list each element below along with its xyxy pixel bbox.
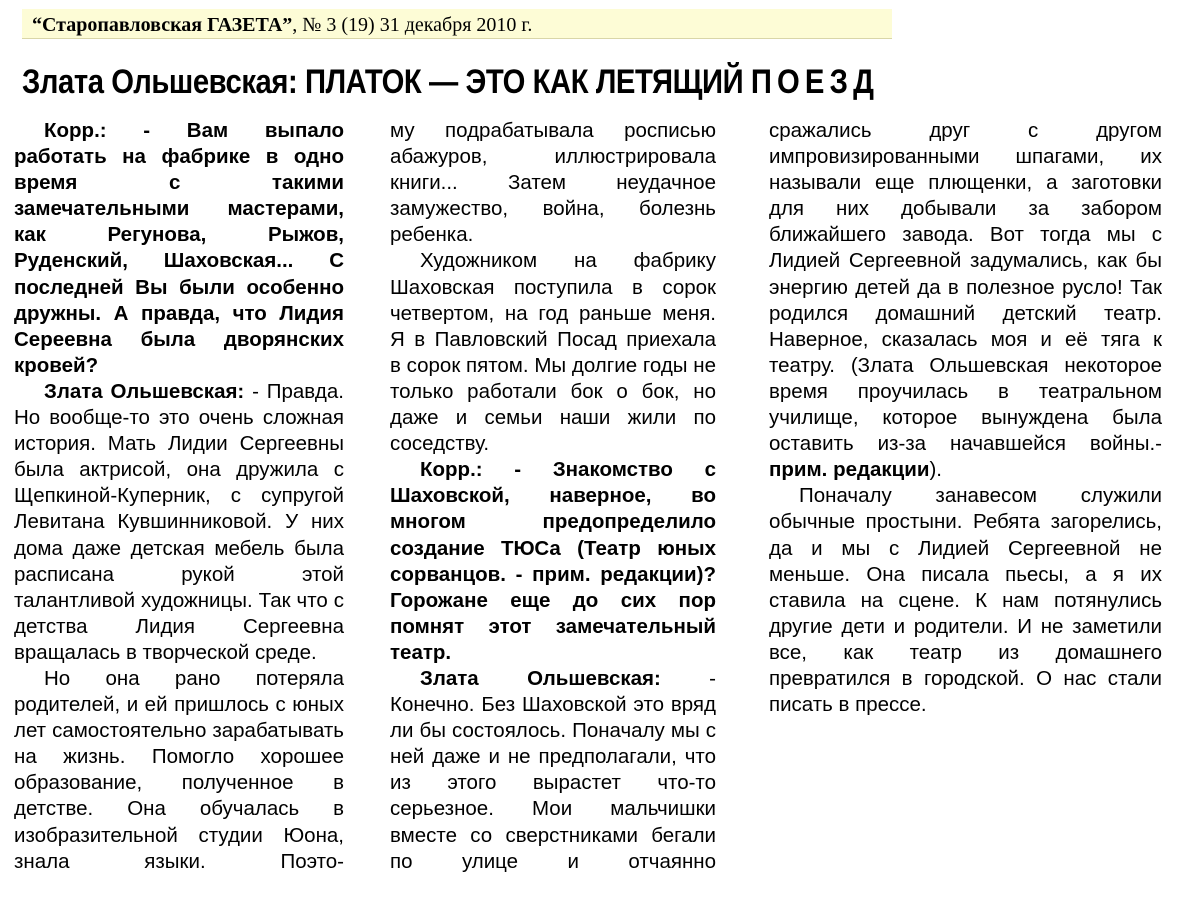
answer-1 [14, 379, 344, 666]
article-column-3 [769, 118, 1162, 718]
newspaper-masthead [22, 9, 892, 39]
paragraph-col3-1-end: ). [929, 458, 942, 482]
headline-main: Злата Ольшевская: ПЛАТОК — ЭТО КАК ЛЕТЯЩИЙ [22, 63, 744, 101]
answer-2-speaker: Злата Ольшевская: [420, 666, 661, 690]
question-1-text: - Вам выпало работать на фабрике в одно время с такими замечательными мастерами, как Регунова, Рыжов, Руденский, Шаховская... С последней Вы были особенно дружны. А правда, что Лидия Сереевна была дворянских кровей? [14, 119, 344, 377]
answer-1-text: - Правда. Но вообще-то это очень сложная история. Мать Лидии Сергеевны была актрисой, она дружила с Щепкиной-Куперник, с супругой Левитана Кувшинниковой. У них дома даже детская мебель была расписана рукой этой талантливой художницы. Так что с детства Лидия Сергеевна вращалась в творческой среде. [14, 379, 344, 664]
article-column-1 [14, 118, 344, 875]
answer-1-speaker: Злата Ольшевская: [44, 379, 245, 403]
article-column-2 [390, 118, 716, 875]
paragraph-col2-2: Художником на фабрику Шаховская поступила в сорок четвертом, на год раньше меня. Я в Павловский Посад приехала в сорок пятом. Мы долгие годы не только работали бок о бок, но даже и семьи наши жили по соседству. [390, 249, 716, 456]
answer-2-text: - Конечно. Без Шаховской это вряд ли бы состоялось. Поначалу мы с ней даже и не предполагали, что из этого вырастет что-то серьезное. Мои мальчишки вместе со сверстниками бегали по улице и отчаянно [390, 666, 716, 873]
paragraph-col3-1-text: сражались друг с другом импровизированными шпагами, их называли еще плющенки, а заготовки для них добывали за забором ближайшего завода. Вот тогда мы с Лидией Сергеевной задумались, как бы энергию детей да в полезное русло! Так родился домашний детский театр. Наверное, сказалась моя и её тяга к театру. (Злата Ольшевская некоторое время проучилась в театральном училище, которое вынуждена была оставить из-за начавшейся войны.- [769, 119, 1162, 456]
question-1-speaker: Корр.: [44, 119, 107, 142]
question-1 [14, 118, 344, 379]
article-headline [22, 62, 1002, 102]
paragraph-col3-2: Поначалу занавесом служили обычные простыни. Ребята загорелись, да и мы с Лидией Сергеевной не меньше. Она писала пьесы, а я их ставила на сцене. К нам потянулись другие дети и родители. И не заметили все, как театр из домашнего превратился в городской. О нас стали писать в прессе. [769, 484, 1162, 717]
answer-2 [390, 666, 716, 875]
paragraph-col1-2: Но она рано потеряла родителей, и ей пришлось с юных лет самостоятельно зарабатывать на жизнь. Помогло хорошее образование, полученное в детстве. Она обучалась в изобразительной студии Юона, знала языки. Поэто- [14, 666, 344, 873]
paragraph-col2-1: му подрабатывала росписью абажуров, иллюстрировала книги... Затем неудачное замужество, война, болезнь ребенка. [390, 119, 716, 247]
editor-note: прим. редакции [769, 458, 930, 482]
newspaper-name: “Старопавловская ГАЗЕТА” [32, 14, 293, 36]
headline-spaced-word: ПОЕЗД [750, 63, 880, 101]
paragraph-col3-1 [769, 118, 1162, 483]
issue-info: , № 3 (19) 31 декабря 2010 г. [292, 14, 533, 36]
question-2: Корр.: - Знакомство с Шаховской, наверное, во многом предопределило создание ТЮСа (Театр юных сорванцов. - прим. редакции)? Горожане еще до сих пор помнят этот замечательный театр. [390, 458, 716, 664]
